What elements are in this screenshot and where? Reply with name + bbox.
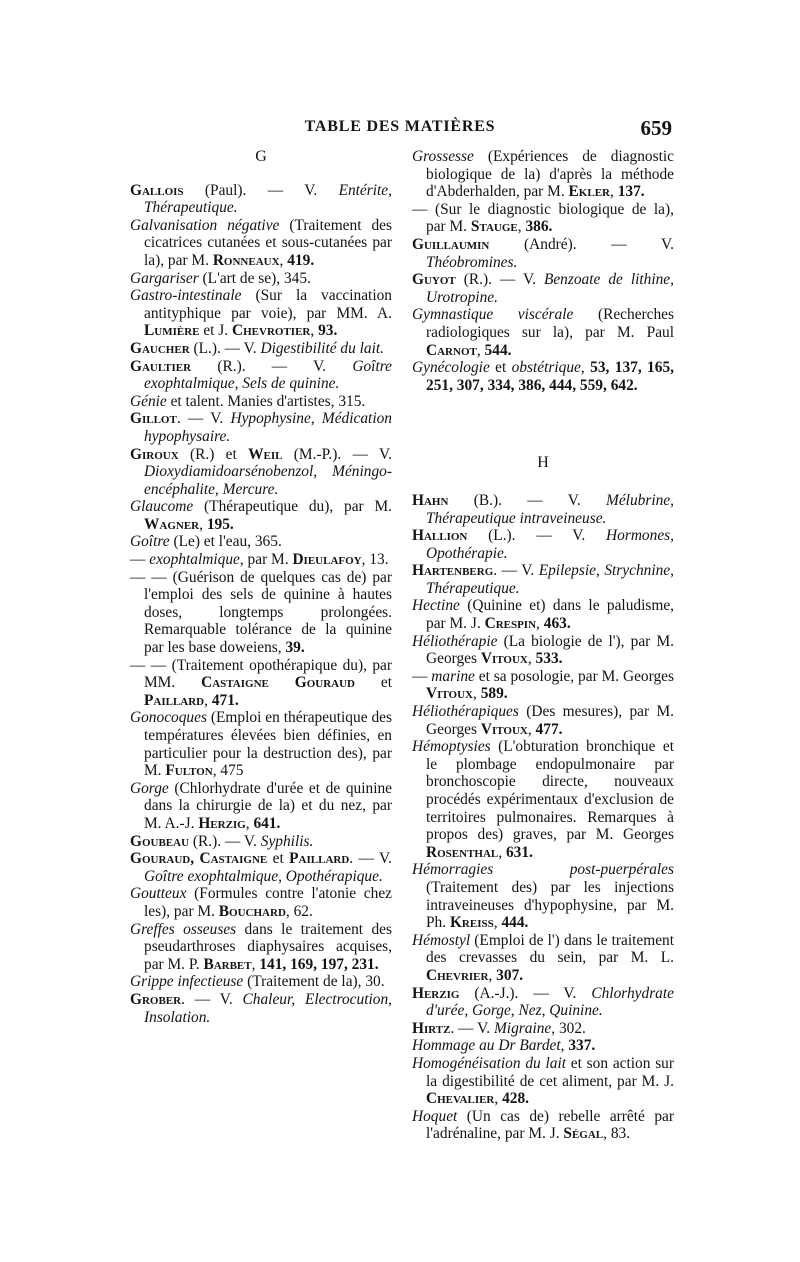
entry-segment: 337. — [568, 1037, 596, 1055]
entry-segment: Goutteux — [130, 885, 187, 903]
entry-segment: Guillaumin — [412, 235, 490, 253]
index-entry — [130, 921, 392, 974]
entry-segment: Grossesse — [412, 148, 474, 165]
entry-segment: Vitoux — [426, 685, 473, 703]
index-entry — [130, 340, 392, 358]
entry-segment: Chlorhydrate d'urée, Gorge, Nez, Quinine. — [426, 984, 674, 1020]
entry-segment: 631. — [505, 843, 533, 861]
entry-segment: (Emploi en thérapeutique des températures élevées bien définies, en particulier pour la destruction des), par M. — [144, 709, 392, 780]
entry-segment: Gillot — [130, 410, 177, 428]
entry-segment: 641. — [253, 814, 281, 832]
index-entry — [412, 703, 674, 738]
entry-segment: Hypophysine, Médication hypophysaire. — [144, 410, 392, 445]
entry-segment: (B.). — V. — [448, 491, 607, 509]
entry-segment: et son action sur la digestibilité de cet aliment, par M. J. — [426, 1054, 675, 1090]
index-entry — [130, 973, 392, 991]
entry-segment: Herzig — [412, 984, 460, 1002]
entry-segment: Chevrotier — [232, 322, 311, 340]
entry-segment: et — [489, 359, 512, 377]
entry-segment: et J. — [199, 322, 232, 340]
entry-segment: Hémostyl — [412, 931, 471, 949]
index-entry — [130, 780, 392, 833]
entry-segment: Gynécologie — [412, 359, 490, 377]
entry-segment: 93. — [318, 322, 338, 340]
entry-segment: Goubeau — [130, 832, 190, 850]
entry-segment: , — [493, 914, 502, 932]
entry-segment: (Chlorhydrate d'urée et de quinine dans la chirurgie de la) et du nez, par M. A.-J. — [144, 779, 392, 832]
entry-segment: , 302. — [551, 1019, 586, 1037]
entry-segment: Fulton — [165, 762, 213, 780]
entry-segment: dans le traitement des pseudarthroses diaphysaires acquises, par M. P. — [144, 920, 392, 973]
entry-segment: Gymnastique viscérale — [412, 306, 574, 324]
entry-segment: , 83. — [603, 1125, 631, 1143]
entry-segment: . — V. — [181, 990, 243, 1008]
entry-segment: Paillard — [289, 850, 350, 868]
entry-segment: Hoquet — [412, 1107, 458, 1125]
entry-segment: 444. — [501, 914, 529, 932]
entry-segment: Galvanisation négative — [130, 216, 280, 234]
entry-segment: 419. — [287, 251, 315, 269]
entry-segment: Hirtz — [412, 1019, 451, 1037]
index-entry — [130, 885, 392, 920]
entry-segment: (L.). — V. — [467, 527, 607, 545]
entry-segment: Héliothérapiques — [412, 703, 519, 721]
entry-segment: Mélubrine, Thérapeutique intraveineuse. — [426, 491, 674, 527]
entry-segment: (André). — V. — [489, 235, 674, 253]
index-entry — [412, 861, 674, 931]
entry-segment: Homogénéisation du lait — [412, 1054, 567, 1072]
entry-segment: , 62. — [285, 902, 313, 920]
entry-segment: (M.-P.). — V. — [282, 445, 393, 463]
entry-segment: , — [536, 615, 544, 633]
entry-segment: Hallion — [412, 527, 468, 545]
entry-segment: Chevalier — [426, 1090, 495, 1108]
entry-segment: Hémorragies post-puerpérales — [412, 861, 674, 879]
index-entry — [130, 393, 392, 411]
section-letter-h: H — [537, 454, 549, 472]
entry-segment: , par M. — [239, 551, 293, 569]
entry-segment: Guyot — [412, 271, 456, 289]
entry-segment: Héliothérapie — [412, 632, 498, 650]
index-entry — [130, 991, 392, 1026]
entry-segment: , — [279, 251, 288, 269]
entry-segment: (Sur la vaccination antityphique par voie), par MM. A. — [144, 287, 392, 322]
entry-segment: Grippe infectieuse — [130, 973, 244, 991]
entry-segment: 463. — [543, 615, 571, 633]
entry-segment: Gastro-intestinale — [130, 287, 242, 305]
entry-segment: — — [412, 667, 432, 685]
running-head — [0, 118, 800, 142]
entry-segment: (Le) et l'eau, 365. — [169, 533, 282, 551]
index-entry — [412, 492, 674, 527]
page-number: 659 — [640, 116, 672, 140]
index-entry — [130, 569, 392, 657]
entry-segment: , — [251, 955, 260, 973]
right-column — [412, 148, 674, 1143]
section-letter-g: G — [255, 148, 267, 165]
entry-segment: Epilepsie, Strychnine, Thérapeutique. — [426, 562, 674, 597]
index-entry — [130, 533, 392, 551]
index-entry — [130, 833, 392, 851]
entry-segment: Chevrier — [426, 966, 489, 984]
entry-segment: — — (Traitement opothérapique du), par MM. — [130, 656, 392, 692]
entry-segment: Glaucome — [130, 498, 194, 516]
entry-segment: Lumière — [144, 322, 200, 340]
index-entry — [130, 446, 392, 499]
entry-segment: (Recherches radiologiques sur la), par M. Paul — [426, 306, 674, 341]
entry-segment: (Emploi de l') dans le traitement des crevasses du sein, par M. L. — [426, 931, 674, 967]
entry-segment: , — [204, 691, 212, 709]
running-title: TABLE DES MATIÈRES — [304, 118, 496, 135]
entry-segment: Castaigne Gouraud — [201, 674, 355, 692]
entry-segment: , — [199, 515, 207, 533]
index-entry — [412, 527, 674, 562]
entry-segment: et — [355, 674, 392, 692]
entry-segment: 141, 169, 197, 231. — [259, 955, 379, 973]
entry-segment: et sa posologie, par M. Georges — [474, 667, 674, 685]
entry-segment: Bardet — [515, 1037, 561, 1055]
entry-segment: obstétrique — [511, 359, 581, 377]
index-entry — [130, 217, 392, 270]
entry-segment: (Traitement des cicatrices cutanées et sous-cutanées par la), par M. — [144, 216, 392, 269]
entry-segment: — — (Guérison de quelques cas de) par l'emploi des sels de quinine à hautes doses, longtemps prolongées. Remarquable tolérance de la quinine par les base doweiens, — [130, 568, 392, 657]
entry-segment: Goître exophtalmique, Opothérapique. — [144, 867, 383, 885]
entry-segment: , — [245, 814, 254, 832]
entry-segment: Chaleur, Electrocution, Insolation. — [144, 990, 392, 1026]
index-entry — [412, 306, 674, 359]
entry-segment: Digestibilité du lait. — [260, 339, 385, 357]
entry-segment: Syphilis. — [260, 832, 314, 850]
entry-segment: Kreiss — [449, 914, 494, 932]
entry-segment: Gallois — [130, 181, 184, 199]
entry-segment: . — V. — [493, 562, 539, 580]
entry-segment: (R.). — V. — [189, 832, 261, 850]
entry-segment: , — [560, 1037, 569, 1055]
index-entry — [412, 932, 674, 985]
entry-segment: exophtalmique — [149, 551, 240, 569]
entry-segment: Stauge — [470, 218, 518, 236]
entry-segment: (Des mesures), par M. Georges — [426, 703, 674, 738]
index-entry — [412, 359, 674, 394]
left-column — [130, 148, 392, 1026]
entry-segment: Benzoate de lithine, Urotropine. — [426, 271, 674, 306]
entry-segment: 386. — [525, 218, 553, 236]
entry-segment: , — [498, 843, 506, 861]
entry-segment: Vitoux — [480, 720, 528, 738]
entry-segment: 477. — [535, 720, 563, 738]
entry-segment: Carnot — [426, 341, 477, 359]
entry-segment: 544. — [484, 341, 512, 359]
entry-segment: Hartenberg — [412, 562, 494, 580]
entry-segment: Giroux — [130, 445, 179, 463]
entry-segment: Vitoux — [480, 650, 528, 668]
entry-segment: Dieulafoy — [292, 551, 362, 569]
entry-segment: (R.) et — [178, 445, 249, 463]
entry-segment: (La biologie de l'), par M. Georges — [426, 632, 674, 668]
entry-segment: . — V. — [176, 410, 231, 428]
entry-segment: Gouraud, Castaigne — [130, 850, 268, 868]
entry-segment: Barbet — [203, 955, 252, 973]
entries-h — [412, 492, 674, 1143]
entry-segment: Rosenthal — [426, 843, 499, 861]
entry-segment: , 475 — [212, 762, 244, 780]
entry-segment: Herzig — [198, 814, 246, 832]
entry-segment: Gaucher — [130, 339, 190, 357]
index-entry — [130, 410, 392, 445]
entry-segment: 589. — [480, 685, 508, 703]
entry-segment: Ségal — [563, 1125, 604, 1143]
entry-segment: Hectine — [412, 597, 460, 615]
entry-segment: (Thérapeutique du), par M. — [193, 498, 392, 516]
entry-segment: , — [609, 183, 618, 201]
entry-segment: Grober — [130, 990, 182, 1008]
entry-segment: , — [476, 341, 485, 359]
index-entry — [130, 657, 392, 710]
entry-segment: 307. — [496, 966, 524, 984]
entry-segment: (Formules contre l'atonie chez les), par M. — [144, 885, 392, 920]
entry-segment: Ekler — [568, 183, 610, 201]
index-entry — [412, 985, 674, 1020]
index-entry — [130, 498, 392, 533]
entry-segment: (R.). — V. — [191, 357, 353, 375]
entry-segment: marine — [431, 667, 475, 685]
entry-segment: Hahn — [412, 491, 449, 509]
entry-segment: Hommage au D — [412, 1037, 510, 1055]
entry-segment: (Traitement de la), 30. — [243, 973, 385, 991]
entry-segment: 39. — [285, 639, 305, 657]
entry-segment: — (Sur le diagnostic biologique de la), par M. — [412, 200, 674, 236]
entry-segment: , — [527, 720, 536, 738]
index-entry — [412, 562, 674, 597]
entry-segment: . — V. — [349, 850, 392, 868]
entry-segment: Goître — [130, 533, 170, 551]
entry-segment: , — [472, 685, 481, 703]
entry-segment: et talent. Manies d'artistes, 315. — [166, 392, 366, 410]
index-entry — [130, 182, 392, 217]
entry-segment: Gonocoques — [130, 709, 207, 727]
entry-segment: , — [310, 322, 319, 340]
entry-segment: , — [494, 1090, 503, 1108]
entry-segment: (A.-J.). — V. — [459, 984, 592, 1002]
index-entry — [412, 597, 674, 632]
entry-segment: Bouchard — [218, 902, 286, 920]
entry-segment: 533. — [535, 650, 563, 668]
entry-segment: , — [580, 359, 591, 377]
entry-segment: , 13. — [361, 551, 389, 569]
entry-segment: Dioxydiamidoarsénobenzol, Méningo-encéphalite, Mercure. — [144, 463, 392, 498]
entry-segment: Migraine — [493, 1019, 552, 1037]
entry-segment: Hémoptysies — [412, 738, 491, 756]
entry-segment: (Quinine et) dans le paludisme, par M. J. — [426, 597, 674, 633]
entry-segment: Ronneaux — [212, 251, 280, 269]
index-entry — [412, 236, 674, 271]
entry-segment: et — [267, 850, 290, 868]
entry-segment: Greffes osseuses — [130, 920, 237, 938]
index-entry — [130, 270, 392, 288]
entry-segment: , — [517, 218, 526, 236]
entry-segment: Gaultier — [130, 357, 192, 375]
index-entry — [130, 358, 392, 393]
entry-segment: Entérite, Thérapeutique. — [144, 181, 392, 217]
entry-segment: Crespin — [484, 615, 537, 633]
entry-segment: (L'obturation bronchique et le plombage endopulmonaire par bronchoscopie directe, nouveaux procédés expérimentaux d'exclusion de territoires pulmonaires. Remarques à propos des) graves, par M. Georges — [426, 738, 674, 844]
entry-segment: (Un cas de) rebelle arrêté par l'adrénaline, par M. J. — [426, 1107, 674, 1143]
entry-segment: Wagner — [144, 515, 200, 533]
entry-segment: . — V. — [450, 1019, 494, 1037]
index-entry — [130, 709, 392, 779]
entry-segment: Hormones, Opothérapie. — [426, 527, 674, 562]
index-entry — [130, 287, 392, 340]
index-entry — [412, 633, 674, 668]
entry-segment: 137. — [617, 183, 645, 201]
index-entry — [130, 551, 392, 569]
index-entry — [412, 668, 674, 703]
entry-segment: , — [527, 650, 536, 668]
entry-segment: Gargariser — [130, 269, 199, 287]
entry-segment: 428. — [502, 1090, 530, 1108]
entry-segment: — — [130, 551, 150, 569]
entry-segment: Goître exophtalmique, Sels de quinine. — [144, 357, 392, 393]
entry-segment: (L.). — V. — [189, 339, 261, 357]
entry-segment: , — [488, 966, 497, 984]
entries-g-continued — [412, 148, 674, 394]
entry-segment: Paillard — [144, 691, 205, 709]
entries-g — [130, 182, 392, 1027]
index-entry — [412, 1020, 674, 1038]
entry-segment: (Paul). — V. — [183, 181, 339, 199]
entry-segment: (L'art de se), 345. — [198, 269, 311, 287]
entry-segment: (Expériences de diagnostic biologique de la) d'après la méthode d'Abderhalden, par M. — [426, 148, 674, 201]
entry-segment: 53, 137, 165, 251, 307, 334, 386, 444, 559, 642. — [426, 359, 674, 394]
index-entry — [412, 1037, 674, 1055]
entry-segment: 195. — [206, 515, 234, 533]
entry-segment: Weil — [248, 445, 283, 463]
entry-segment: (Traitement des) par les injections intraveineuses d'hypophysine, par M. Ph. — [426, 878, 674, 932]
entry-segment: r — [509, 1037, 516, 1055]
entry-segment: 471. — [211, 691, 239, 709]
entry-segment: (R.). — V. — [455, 271, 544, 289]
index-entry — [412, 738, 674, 861]
entry-segment: Gorge — [130, 779, 169, 797]
index-entry — [412, 1055, 674, 1108]
index-entry — [412, 271, 674, 306]
entry-segment: Théobromines. — [426, 253, 518, 271]
index-entry — [412, 1108, 674, 1143]
index-entry — [412, 201, 674, 236]
index-entry — [130, 850, 392, 885]
entry-segment: Génie — [130, 392, 167, 410]
index-entry — [412, 148, 674, 201]
